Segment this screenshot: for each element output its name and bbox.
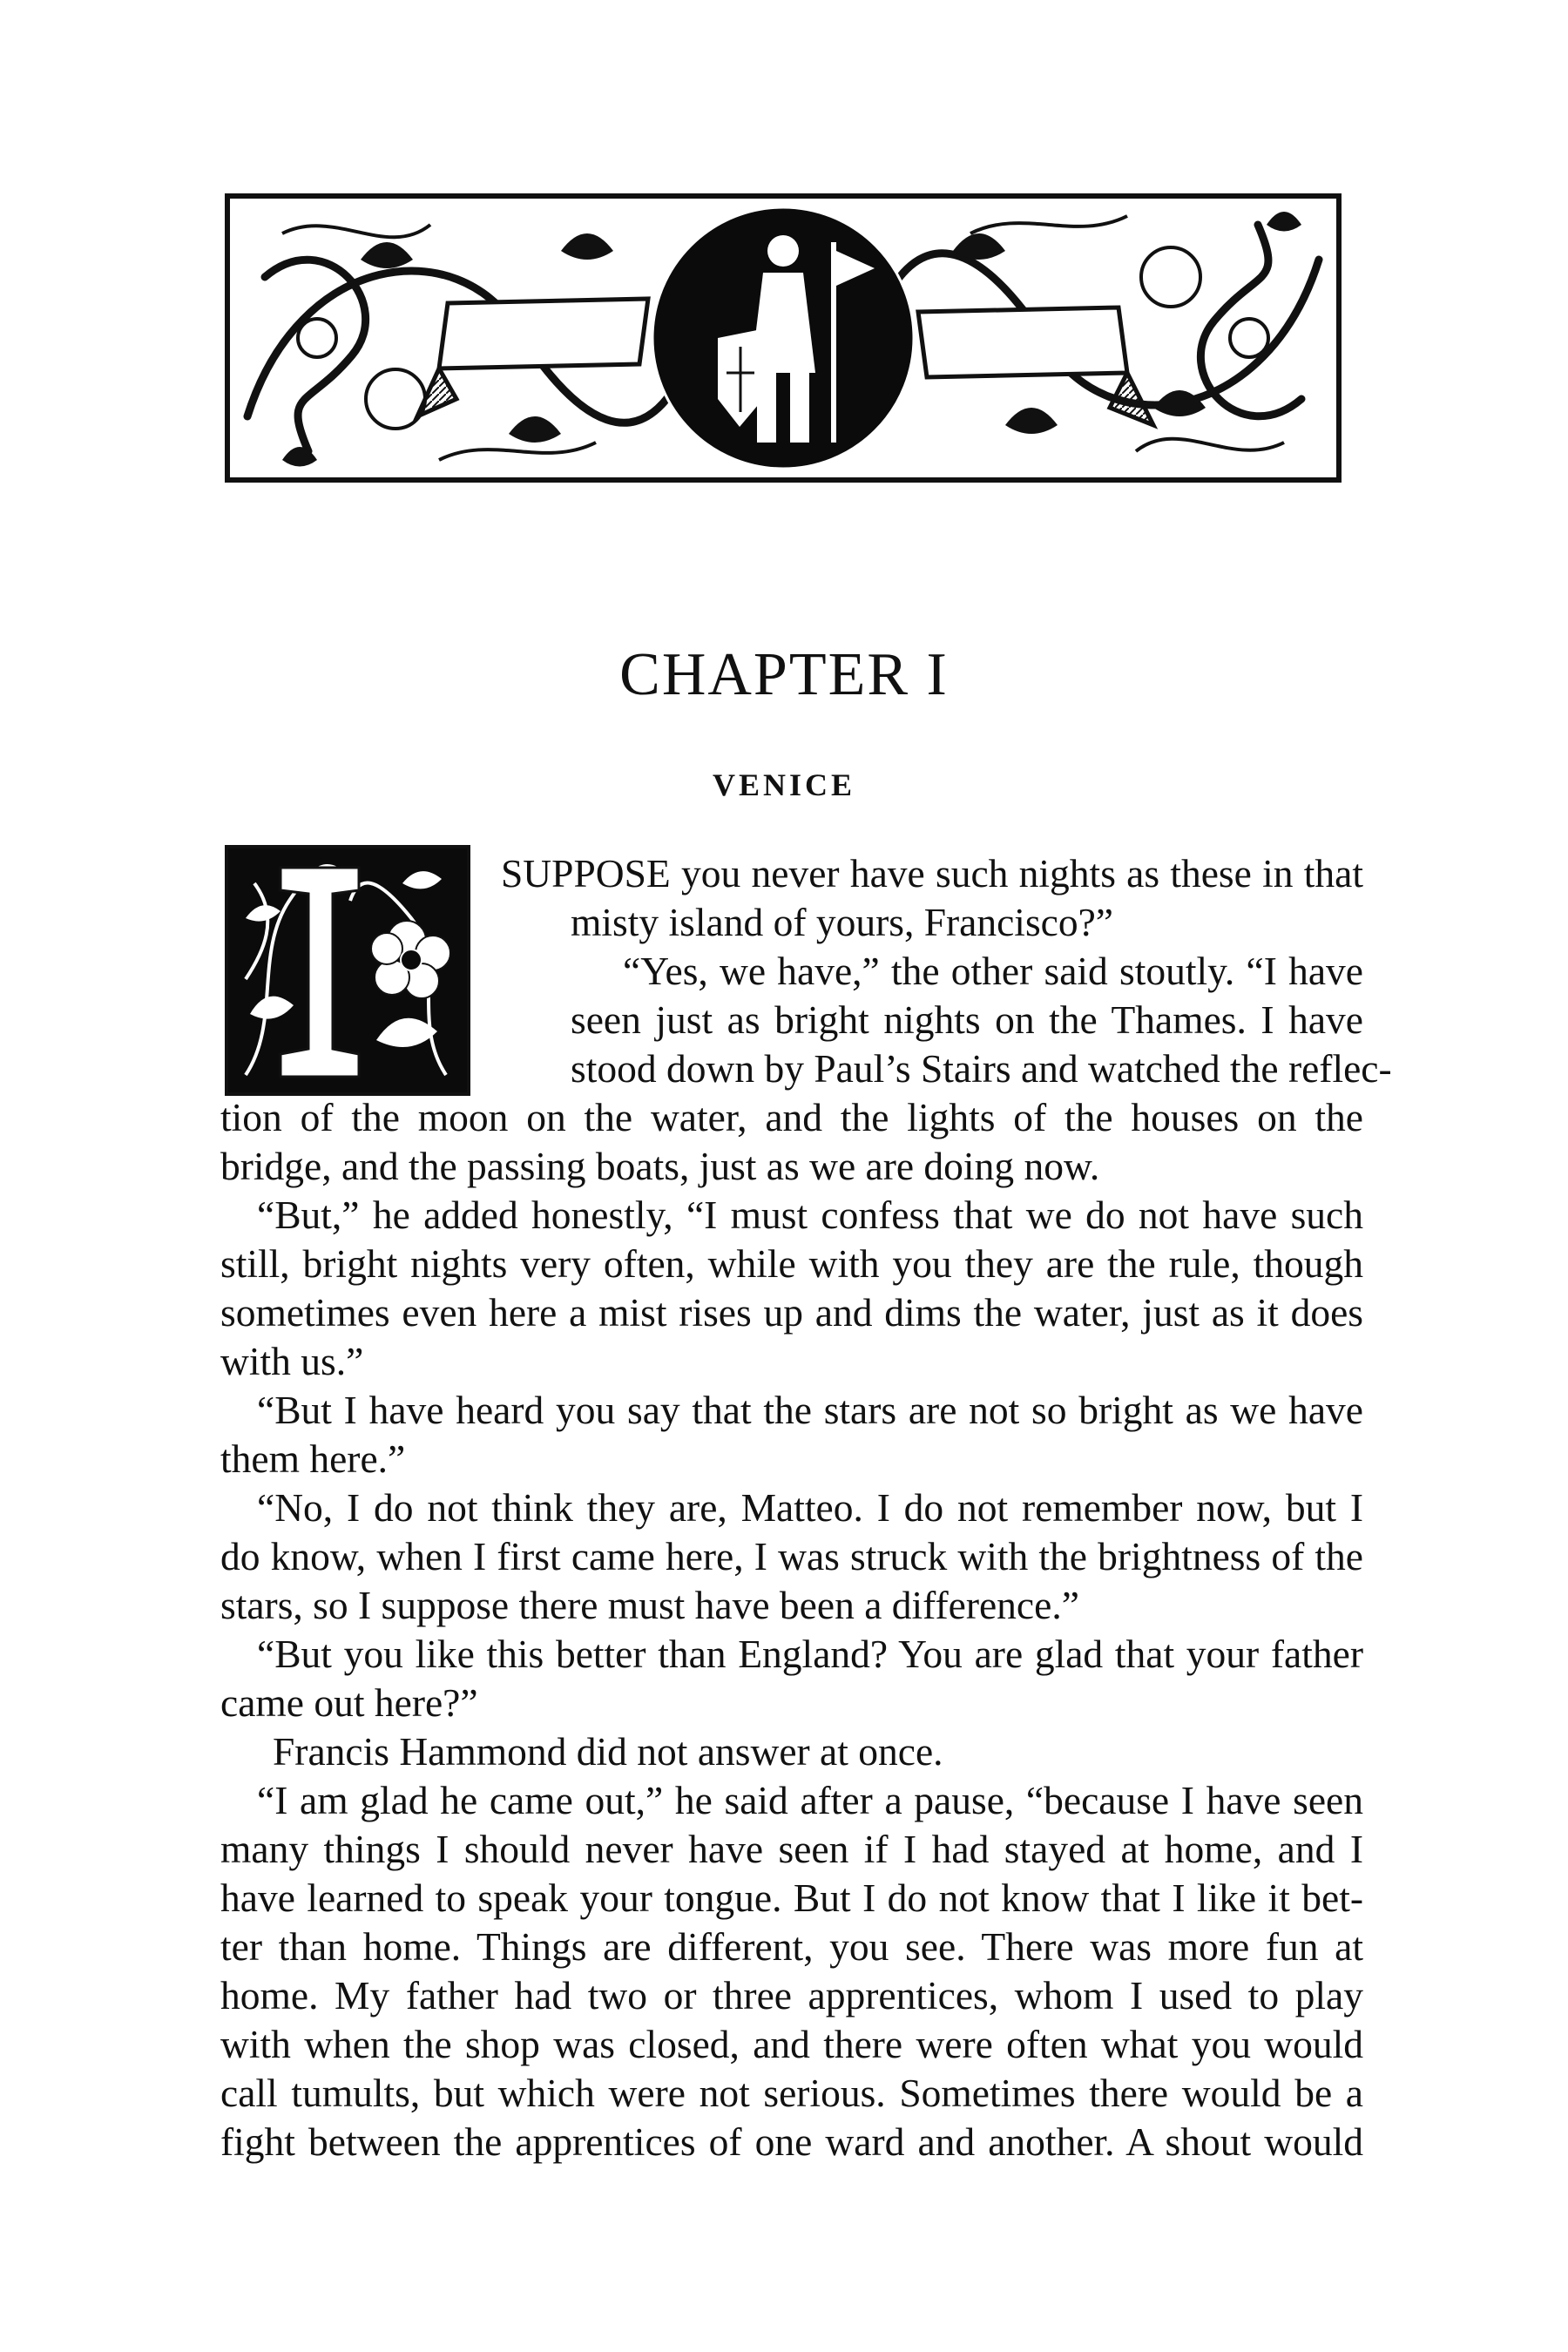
text-line: SUPPOSE you never have such nights as these in that	[501, 851, 1363, 896]
text-line: stars, so I suppose there must have been a difference.”	[220, 1583, 1079, 1627]
text-line: “Yes, we have,” the other said stoutly. “I have	[623, 949, 1363, 993]
text-line: do know, when I first came here, I was struck with the brightness of the	[220, 1534, 1363, 1578]
text-line: tion of the moon on the water, and the lights of the houses on the	[220, 1095, 1363, 1139]
text-line: “But you like this better than England? You are glad that your father	[257, 1632, 1363, 1676]
chapter-body	[220, 849, 1392, 2166]
text-line: stood down by Paul’s Stairs and watched the reflec-	[571, 1046, 1392, 1091]
text-line: came out here?”	[220, 1680, 478, 1725]
text-line: still, bright nights very often, while with you they are the rule, though	[220, 1241, 1363, 1286]
text-line: home. My father had two or three apprentices, whom I used to play	[220, 1973, 1363, 2017]
text-line: “But,” he added honestly, “I must confess that we do not have such	[257, 1193, 1363, 1237]
text-line: many things I should never have seen if I had stayed at home, and I	[220, 1827, 1363, 1871]
headpiece-illustration	[230, 199, 1336, 477]
text-line: sometimes even here a mist rises up and dims the water, just as it does	[220, 1290, 1363, 1335]
text-line: “No, I do not think they are, Matteo. I do not remember now, but I	[257, 1485, 1363, 1530]
text-line: misty island of yours, Francisco?”	[571, 900, 1113, 944]
text-line: them here.”	[220, 1436, 406, 1481]
text-line: bridge, and the passing boats, just as we are doing now.	[220, 1144, 1100, 1188]
text-line: have learned to speak your tongue. But I do not know that I like it bet-	[220, 1876, 1363, 1920]
text-line: seen just as bright nights on the Thames. I have	[571, 997, 1363, 1042]
text-line: call tumults, but which were not serious. Sometimes there would be a	[220, 2071, 1363, 2115]
text-line: fight between the apprentices of one ward and another. A shout would	[220, 2119, 1363, 2164]
text-line: Francis Hammond did not answer at once.	[273, 1729, 943, 1774]
ornamental-headpiece	[225, 193, 1342, 483]
chapter-subtitle: VENICE	[712, 767, 856, 802]
chapter-title: CHAPTER I	[619, 641, 949, 708]
text-line: ter than home. Things are different, you see. There was more fun at	[220, 1924, 1363, 1969]
text-line: with when the shop was closed, and there were often what you would	[220, 2022, 1363, 2066]
text-line: “But I have heard you say that the stars are not so bright as we have	[257, 1388, 1363, 1432]
text-line: with us.”	[220, 1339, 364, 1383]
text-line: “I am glad he came out,” he said after a pause, “because I have seen	[257, 1778, 1363, 1822]
